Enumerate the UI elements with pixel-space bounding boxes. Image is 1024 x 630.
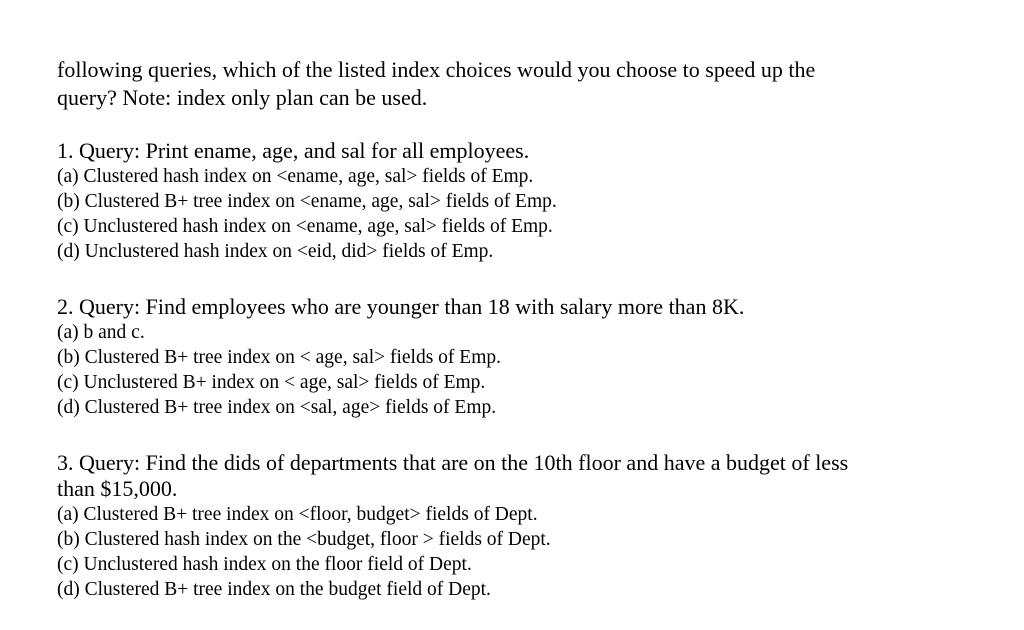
question-1-option-d: (d) Unclustered hash index on <eid, did> fields of Emp. — [57, 241, 494, 262]
document-body — [57, 56, 987, 602]
question-3 — [57, 450, 987, 602]
question-2-option-b: (b) Clustered B+ tree index on < age, sal> fields of Emp. — [57, 347, 502, 368]
question-2-title: 2. Query: Find employees who are younger than 18 with salary more than 8K. — [57, 294, 745, 319]
question-3-title-line-1: 3. Query: Find the dids of departments that are on the 10th floor and have a budget of less — [57, 450, 849, 475]
question-1-option-b: (b) Clustered B+ tree index on <ename, age, sal> fields of Emp. — [57, 191, 557, 212]
question-2-option-c: (c) Unclustered B+ index on < age, sal> fields of Emp. — [57, 372, 486, 393]
question-2 — [57, 294, 987, 420]
question-1-option-a: (a) Clustered hash index on <ename, age, sal> fields of Emp. — [57, 166, 534, 187]
question-1 — [57, 138, 987, 264]
question-1-option-c: (c) Unclustered hash index on <ename, age, sal> fields of Emp. — [57, 216, 553, 237]
question-3-option-b: (b) Clustered hash index on the <budget, floor > fields of Dept. — [57, 529, 551, 550]
question-1-title: 1. Query: Print ename, age, and sal for all employees. — [57, 138, 530, 163]
intro-paragraph — [57, 56, 987, 112]
question-2-option-d: (d) Clustered B+ tree index on <sal, age> fields of Emp. — [57, 397, 497, 418]
question-3-option-d: (d) Clustered B+ tree index on the budget field of Dept. — [57, 579, 491, 600]
intro-line-1: following queries, which of the listed index choices would you choose to speed up the — [57, 57, 816, 82]
question-3-title-line-2: than $15,000. — [57, 476, 178, 501]
intro-line-2: query? Note: index only plan can be used. — [57, 85, 428, 110]
question-2-option-a: (a) b and c. — [57, 322, 145, 343]
question-3-option-c: (c) Unclustered hash index on the floor field of Dept. — [57, 554, 472, 575]
question-3-option-a: (a) Clustered B+ tree index on <floor, budget> fields of Dept. — [57, 504, 538, 525]
